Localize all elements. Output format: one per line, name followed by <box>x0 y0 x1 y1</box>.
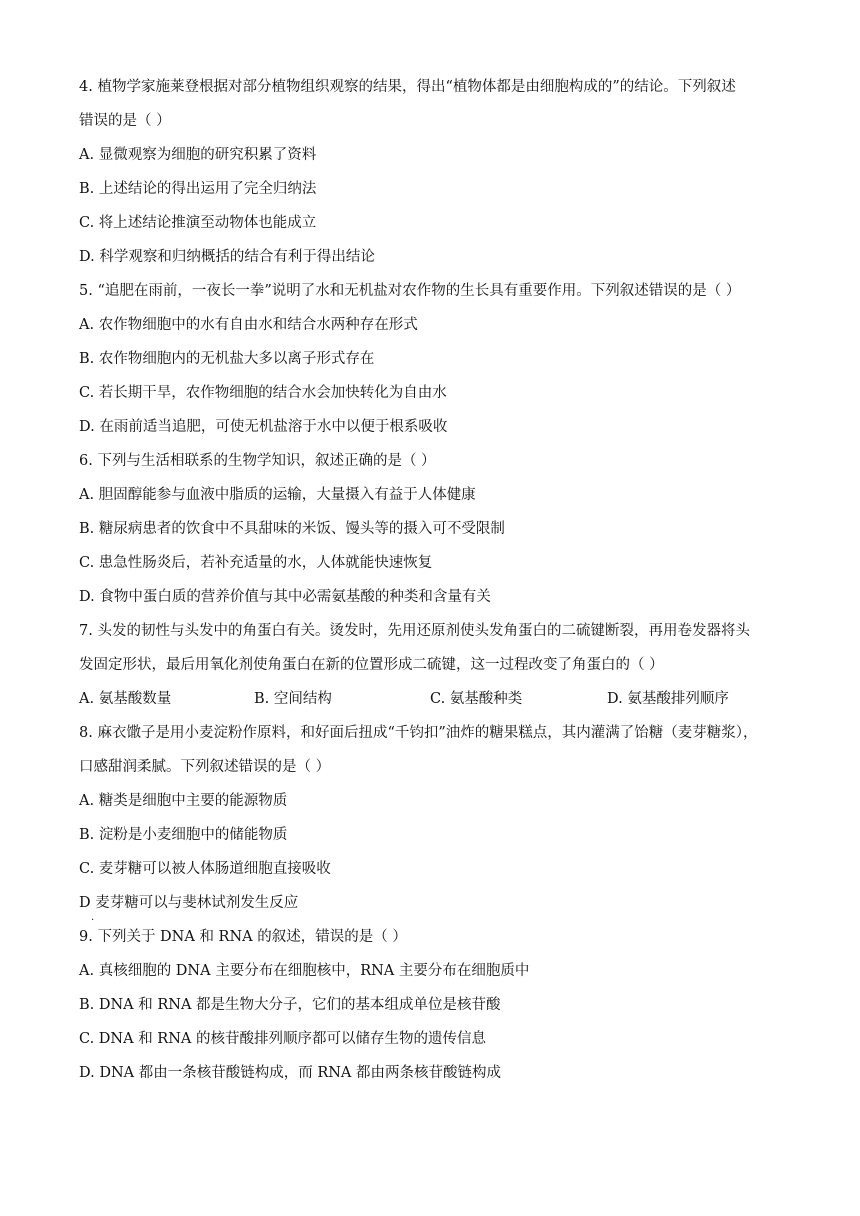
q6-option-d: D. 食物中蛋白质的营养价值与其中必需氨基酸的种类和含量有关 <box>79 589 491 605</box>
q9-option-b: B. DNA 和 RNA 都是生物大分子，它们的基本组成单位是核苷酸 <box>79 997 501 1013</box>
q7-option-d: D. 氨基酸排列顺序 <box>607 691 729 707</box>
q6-stem-line1: 6. 下列与生活相联系的生物学知识，叙述正确的是（ ） <box>79 453 436 469</box>
q5-option-c: C. 若长期干旱，农作物细胞的结合水会加快转化为自由水 <box>79 385 447 401</box>
q8-option-a: A. 糖类是细胞中主要的能源物质 <box>79 793 288 809</box>
q4-option-d: D. 科学观察和归纳概括的结合有利于得出结论 <box>79 249 375 265</box>
q8-stem-line2: 口感甜润柔腻。下列叙述错误的是（ ） <box>79 759 331 775</box>
q4-stem-line1: 4. 植物学家施莱登根据对部分植物组织观察的结果，得出“植物体都是由细胞构成的”的结论。下列叙述 <box>79 79 736 95</box>
q6-option-a: A. 胆固醇能参与血液中脂质的运输，大量摄入有益于人体健康 <box>79 487 476 503</box>
q7-option-a: A. 氨基酸数量 <box>79 691 172 707</box>
q4-option-a: A. 显微观察为细胞的研究积累了资料 <box>79 147 317 163</box>
q4-option-c: C. 将上述结论推演至动物体也能成立 <box>79 215 317 231</box>
q7-stem-line2: 发固定形状，最后用氧化剂使角蛋白在新的位置形成二硫键，这一过程改变了角蛋白的（ ） <box>79 657 664 673</box>
q7-option-c: C. 氨基酸种类 <box>430 691 523 707</box>
q8-stem-line1: 8. 麻衣馓子是用小麦淀粉作原料，和好面后扭成“千钧扣”油炸的糖果糕点，其内灌满了饴糖（麦芽糖浆）， <box>79 725 758 741</box>
exam-page <box>79 70 785 1090</box>
q5-stem-line1: 5. “追肥在雨前，一夜长一拳”说明了水和无机盐对农作物的生长具有重要作用。下列叙述错误的是（ ） <box>79 283 741 299</box>
q5-option-d: D. 在雨前适当追肥，可使无机盐溶于水中以便于根系吸收 <box>79 419 448 435</box>
q8-option-d-row <box>79 886 785 923</box>
q9-option-a: A. 真核细胞的 DNA 主要分布在细胞核中，RNA 主要分布在细胞质中 <box>79 963 530 979</box>
q8-option-d: D 麦芽糖可以与斐林试剂发生反应 <box>79 895 299 911</box>
q4-stem-line2: 错误的是（ ） <box>79 113 171 129</box>
q8-option-b: B. 淀粉是小麦细胞中的储能物质 <box>79 827 288 843</box>
q9-option-d: D. DNA 都由一条核苷酸链构成，而 RNA 都由两条核苷酸链构成 <box>79 1065 502 1081</box>
q6-option-b: B. 糖尿病患者的饮食中不具甜味的米饭、馒头等的摄入可不受限制 <box>79 521 505 537</box>
q5-option-a: A. 农作物细胞中的水有自由水和结合水两种存在形式 <box>79 317 418 333</box>
q4-option-b: B. 上述结论的得出运用了完全归纳法 <box>79 181 317 197</box>
q9-option-c: C. DNA 和 RNA 的核苷酸排列顺序都可以储存生物的遗传信息 <box>79 1031 486 1047</box>
q8-option-c: C. 麦芽糖可以被人体肠道细胞直接吸收 <box>79 861 331 877</box>
q6-option-c: C. 患急性肠炎后，若补充适量的水，人体就能快速恢复 <box>79 555 433 571</box>
q7-stem-line1: 7. 头发的韧性与头发中的角蛋白有关。烫发时，先用还原剂使头发角蛋白的二硫键断裂，再用卷发器将头 <box>79 623 750 639</box>
q9-stem-line1: 9. 下列关于 DNA 和 RNA 的叙述，错误的是（ ） <box>79 929 407 945</box>
q7-options-row <box>79 682 785 716</box>
q7-option-b: B. 空间结构 <box>254 691 332 707</box>
q8-option-d-dot: . <box>91 912 95 923</box>
q5-option-b: B. 农作物细胞内的无机盐大多以离子形式存在 <box>79 351 375 367</box>
